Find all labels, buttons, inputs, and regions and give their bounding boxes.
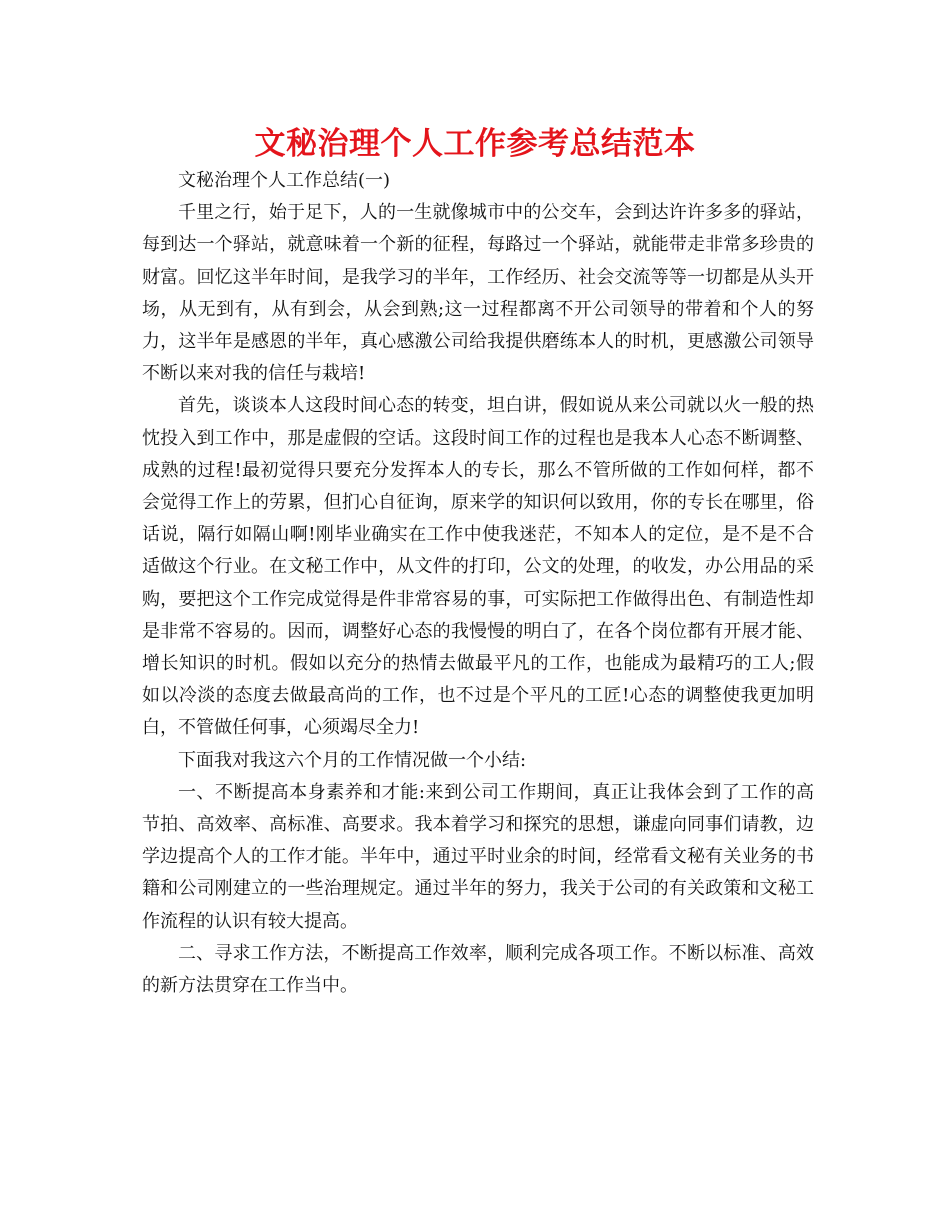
paragraph: 二、寻求工作方法，不断提高工作效率，顺利完成各项工作。不断以标准、高效的新方法贯穿在工作当中。 <box>142 942 814 997</box>
paragraph: 首先，谈谈本人这段时间心态的转变，坦白讲，假如说从来公司就以火一般的热忱投入到工作中，那是虚假的空话。这段时间工作的过程也是我本人心态不断调整、成熟的过程!最初觉得只要充分发挥本人的专长，那么不管所做的工作如何样，都不会觉得工作上的劳累，但扪心自征询，原来学的知识何以致用，你的专长在哪里，俗话说，隔行如隔山啊!刚毕业确实在工作中使我迷茫，不知本人的定位，是不是不合适做这个行业。在文秘工作中，从文件的打印，公文的处理，的收发，办公用品的采购，要把这个工作完成觉得是件非常容易的事，可实际把工作做得出色、有制造性却是非常不容易的。因而，调整好心态的我慢慢的明白了，在各个岗位都有开展才能、增长知识的时机。假如以充分的热情去做最平凡的工作，也能成为最精巧的工人;假如以冷淡的态度去做最高尚的工作，也不过是个平凡的工匠!心态的调整使我更加明白，不管做任何事，心须竭尽全力! <box>142 395 814 739</box>
paragraph: 一、不断提高本身素养和才能:来到公司工作期间，真正让我体会到了工作的高节拍、高效率、高标准、高要求。我本着学习和探究的思想，谦虚向同事们请教，边学边提高个人的工作才能。半年中，通过平时业余的时间，经常看文秘有关业务的书籍和公司刚建立的一些治理规定。通过半年的努力，我关于公司的有关政策和文秘工作流程的认识有较大提高。 <box>142 781 814 932</box>
section-heading: 文秘治理个人工作总结(一) <box>178 170 391 191</box>
document-body <box>142 165 814 1002</box>
paragraph: 千里之行，始于足下，人的一生就像城市中的公交车，会到达许许多多的驿站，每到达一个驿站，就意味着一个新的征程，每路过一个驿站，就能带走非常多珍贵的财富。回忆这半年时间，是我学习的半年，工作经历、社会交流等等一切都是从头开场，从无到有，从有到会，从会到熟;这一过程都离不开公司领导的带着和个人的努力，这半年是感恩的半年，真心感激公司给我提供磨练本人的时机，更感激公司领导不断以来对我的信任与栽培! <box>142 202 814 385</box>
paragraph: 下面我对我这六个月的工作情况做一个小结: <box>178 749 527 771</box>
document-title: 文秘治理个人工作参考总结范本 <box>254 126 696 162</box>
